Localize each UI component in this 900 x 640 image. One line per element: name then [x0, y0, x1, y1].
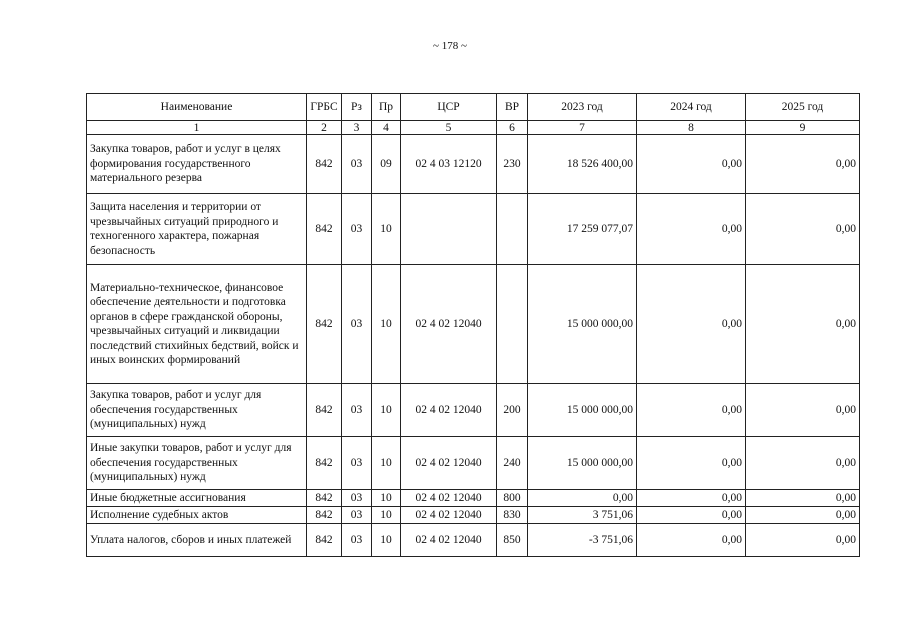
- row-2023: 0,00: [528, 490, 637, 507]
- row-rz: 03: [342, 384, 372, 437]
- row-pr: 09: [372, 135, 401, 194]
- row-2025: 0,00: [746, 524, 860, 557]
- header-row: [87, 94, 860, 121]
- row-pr: 10: [372, 194, 401, 265]
- row-2023: 18 526 400,00: [528, 135, 637, 194]
- header-csr: ЦСР: [401, 94, 497, 121]
- table-row: [87, 194, 860, 265]
- header-2024: 2024 год: [637, 94, 746, 121]
- row-rz: 03: [342, 265, 372, 384]
- row-csr: 02 4 02 12040: [401, 384, 497, 437]
- row-csr: 02 4 02 12040: [401, 524, 497, 557]
- row-2025: 0,00: [746, 135, 860, 194]
- header-2023: 2023 год: [528, 94, 637, 121]
- row-pr: 10: [372, 437, 401, 490]
- header-vr: ВР: [497, 94, 528, 121]
- row-csr: 02 4 03 12120: [401, 135, 497, 194]
- row-rz: 03: [342, 507, 372, 524]
- row-2025: 0,00: [746, 507, 860, 524]
- page-number: ~ 178 ~: [433, 40, 467, 52]
- row-grbs: 842: [307, 437, 342, 490]
- row-name: Иные закупки товаров, работ и услуг для обеспечения государственных (муниципальных) нужд: [87, 437, 307, 490]
- table-row: [87, 437, 860, 490]
- row-rz: 03: [342, 194, 372, 265]
- row-name: Защита населения и территории от чрезвычайных ситуаций природного и техногенного характера, пожарная безопасность: [87, 194, 307, 265]
- row-vr: [497, 265, 528, 384]
- column-number-row: [87, 121, 860, 135]
- row-csr: 02 4 02 12040: [401, 265, 497, 384]
- row-vr: 240: [497, 437, 528, 490]
- row-2024: 0,00: [637, 507, 746, 524]
- row-vr: 830: [497, 507, 528, 524]
- row-name: Закупка товаров, работ и услуг в целях формирования государственного материального резерва: [87, 135, 307, 194]
- row-2024: 0,00: [637, 384, 746, 437]
- row-name: Уплата налогов, сборов и иных платежей: [87, 524, 307, 557]
- row-vr: 230: [497, 135, 528, 194]
- table-row: [87, 507, 860, 524]
- row-2025: 0,00: [746, 384, 860, 437]
- column-number: 7: [528, 121, 637, 135]
- row-rz: 03: [342, 135, 372, 194]
- row-name: Исполнение судебных актов: [87, 507, 307, 524]
- column-number: 9: [746, 121, 860, 135]
- row-2023: 3 751,06: [528, 507, 637, 524]
- row-2024: 0,00: [637, 490, 746, 507]
- row-grbs: 842: [307, 135, 342, 194]
- row-rz: 03: [342, 490, 372, 507]
- column-number: 8: [637, 121, 746, 135]
- row-grbs: 842: [307, 384, 342, 437]
- table-row: [87, 135, 860, 194]
- row-vr: 850: [497, 524, 528, 557]
- column-number: 2: [307, 121, 342, 135]
- row-pr: 10: [372, 507, 401, 524]
- row-csr: 02 4 02 12040: [401, 490, 497, 507]
- row-csr: 02 4 02 12040: [401, 507, 497, 524]
- row-pr: 10: [372, 384, 401, 437]
- header-name: Наименование: [87, 94, 307, 121]
- row-grbs: 842: [307, 265, 342, 384]
- header-2025: 2025 год: [746, 94, 860, 121]
- row-pr: 10: [372, 490, 401, 507]
- row-2025: 0,00: [746, 490, 860, 507]
- table-row: [87, 265, 860, 384]
- row-grbs: 842: [307, 524, 342, 557]
- row-2025: 0,00: [746, 437, 860, 490]
- row-2024: 0,00: [637, 194, 746, 265]
- table-row: [87, 524, 860, 557]
- row-name: Закупка товаров, работ и услуг для обеспечения государственных (муниципальных) нужд: [87, 384, 307, 437]
- column-number: 6: [497, 121, 528, 135]
- row-2023: 15 000 000,00: [528, 265, 637, 384]
- row-vr: 200: [497, 384, 528, 437]
- row-rz: 03: [342, 524, 372, 557]
- row-vr: [497, 194, 528, 265]
- row-pr: 10: [372, 265, 401, 384]
- row-name: Иные бюджетные ассигнования: [87, 490, 307, 507]
- header-rz: Рз: [342, 94, 372, 121]
- column-number: 1: [87, 121, 307, 135]
- row-vr: 800: [497, 490, 528, 507]
- row-2024: 0,00: [637, 437, 746, 490]
- row-2023: 17 259 077,07: [528, 194, 637, 265]
- row-name: Материально-техническое, финансовое обеспечение деятельности и подготовка органов в сфере гражданской обороны, чрезвычайных ситуаций и ликвидации последствий стихийных бедствий, войск и иных воинских формирований: [87, 265, 307, 384]
- row-2024: 0,00: [637, 265, 746, 384]
- header-pr: Пр: [372, 94, 401, 121]
- row-2025: 0,00: [746, 265, 860, 384]
- row-2023: -3 751,06: [528, 524, 637, 557]
- row-2023: 15 000 000,00: [528, 437, 637, 490]
- budget-table: [86, 93, 860, 557]
- row-rz: 03: [342, 437, 372, 490]
- row-2023: 15 000 000,00: [528, 384, 637, 437]
- row-2025: 0,00: [746, 194, 860, 265]
- row-pr: 10: [372, 524, 401, 557]
- column-number: 3: [342, 121, 372, 135]
- row-grbs: 842: [307, 490, 342, 507]
- header-grbs: ГРБС: [307, 94, 342, 121]
- row-csr: 02 4 02 12040: [401, 437, 497, 490]
- row-grbs: 842: [307, 194, 342, 265]
- row-2024: 0,00: [637, 135, 746, 194]
- table-row: [87, 490, 860, 507]
- table-row: [87, 384, 860, 437]
- column-number: 5: [401, 121, 497, 135]
- row-grbs: 842: [307, 507, 342, 524]
- row-2024: 0,00: [637, 524, 746, 557]
- column-number: 4: [372, 121, 401, 135]
- row-csr: [401, 194, 497, 265]
